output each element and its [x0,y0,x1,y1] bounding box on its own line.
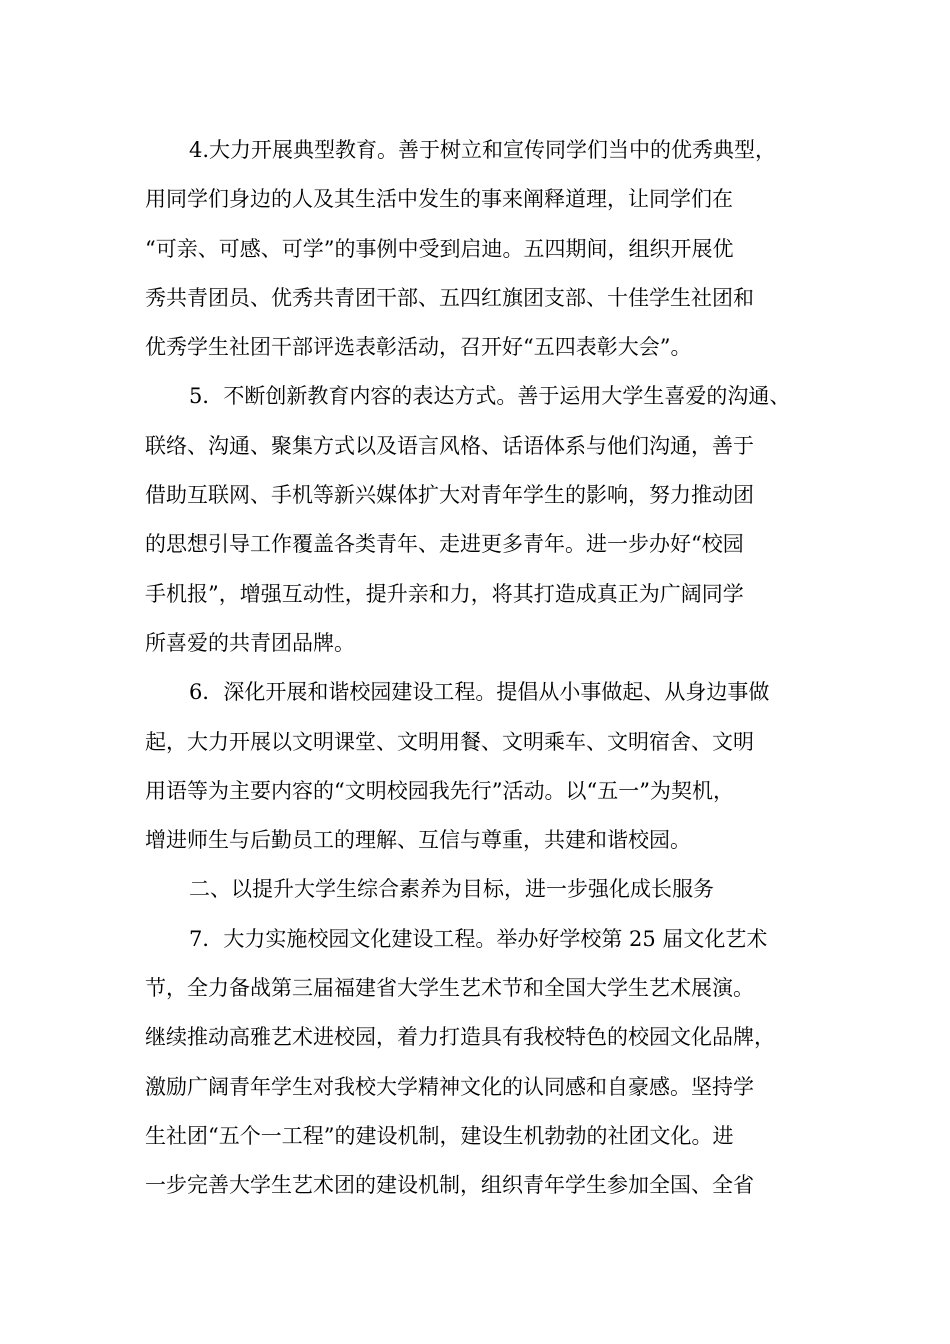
document-body [145,126,815,1211]
paragraph-line: 继续推动高雅艺术进校园，着力打造具有我校特色的校园文化品牌， [145,1025,775,1050]
paragraph-line: 节，全力备战第三届福建省大学生艺术节和全国大学生艺术展演。 [145,976,754,1001]
paragraph-line: 7．大力实施校园文化建设工程。举办好学校第 25 届文化艺术 [189,926,768,951]
paragraph-line: 激励广阔青年学生对我校大学精神文化的认同感和自豪感。坚持学 [145,1074,754,1099]
section-heading: 二、以提升大学生综合素养为目标，进一步强化成长服务 [189,877,714,902]
paragraph-line: 4.大力开展典型教育。善于树立和宣传同学们当中的优秀典型， [189,138,777,162]
paragraph-line: 所喜爱的共青团品牌。 [145,630,355,655]
paragraph-line: 借助互联网、手机等新兴媒体扩大对青年学生的影响，努力推动团 [145,483,754,508]
paragraph-line: 5．不断创新教育内容的表达方式。善于运用大学生喜爱的沟通、 [189,384,791,409]
paragraph-line: 手机报”，增强互动性，提升亲和力，将其打造成真正为广阔同学 [145,581,744,606]
paragraph-line: 用语等为主要内容的“文明校园我先行”活动。以“五一”为契机， [145,778,734,803]
paragraph-line: 一步完善大学生艺术团的建设机制，组织青年学生参加全国、全省 [145,1173,754,1198]
paragraph-line: 起，大力开展以文明课堂、文明用餐、文明乘车、文明宿舍、文明 [145,729,754,754]
paragraph-line: 增进师生与后勤员工的理解、互信与尊重，共建和谐校园。 [145,828,691,853]
paragraph-line: 生社团“五个一工程”的建设机制，建设生机勃勃的社团文化。进 [145,1123,734,1148]
paragraph-line: 的思想引导工作覆盖各类青年、走进更多青年。进一步办好“校园 [145,532,744,557]
paragraph-line: “可亲、可感、可学”的事例中受到启迪。五四期间，组织开展优 [145,236,734,261]
paragraph-line: 秀共青团员、优秀共青团干部、五四红旗团支部、十佳学生社团和 [145,285,754,310]
paragraph-line: 用同学们身边的人及其生活中发生的事来阐释道理，让同学们在 [145,187,733,212]
paragraph-line: 6．深化开展和谐校园建设工程。提倡从小事做起、从身边事做 [189,680,770,705]
paragraph-line: 联络、沟通、聚集方式以及语言风格、话语体系与他们沟通，善于 [145,433,754,458]
paragraph-line: 优秀学生社团干部评选表彰活动，召开好“五四表彰大会”。 [145,335,692,360]
